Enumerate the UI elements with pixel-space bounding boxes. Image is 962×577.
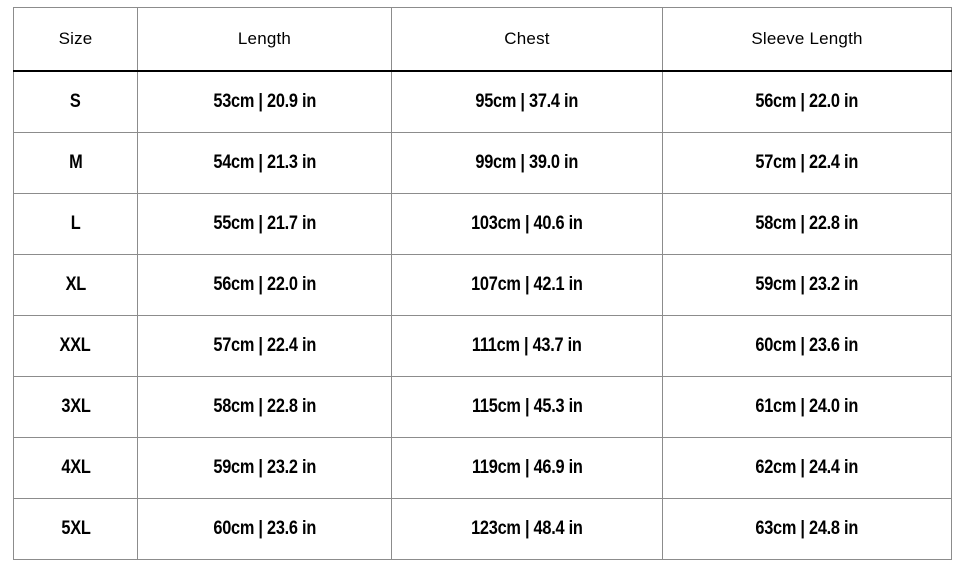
sleeve-length-value: 61cm | 24.0 in xyxy=(755,396,859,417)
size-cell xyxy=(14,499,138,560)
sleeve-length-value: 60cm | 23.6 in xyxy=(755,335,859,356)
table-row xyxy=(14,133,952,194)
sleeve-length-cell xyxy=(663,255,952,316)
length-cell xyxy=(138,316,392,377)
chest-value: 95cm | 37.4 in xyxy=(475,91,579,112)
length-cell xyxy=(138,194,392,255)
chest-cell xyxy=(392,377,663,438)
size-value: 5XL xyxy=(60,518,91,539)
header-length-label: Length xyxy=(237,29,292,48)
chest-cell xyxy=(392,133,663,194)
sleeve-length-cell xyxy=(663,194,952,255)
size-value: XXL xyxy=(59,335,92,356)
sleeve-length-value: 57cm | 22.4 in xyxy=(755,152,859,173)
length-value: 58cm | 22.8 in xyxy=(213,396,316,417)
header-size xyxy=(14,8,138,72)
chest-cell xyxy=(392,71,663,133)
sleeve-length-value: 56cm | 22.0 in xyxy=(755,91,859,112)
chest-value: 119cm | 46.9 in xyxy=(471,457,583,478)
length-cell xyxy=(138,133,392,194)
table-row xyxy=(14,255,952,316)
sleeve-length-cell xyxy=(663,133,952,194)
size-value: L xyxy=(70,213,81,234)
sleeve-length-cell xyxy=(663,499,952,560)
size-value: 3XL xyxy=(60,396,91,417)
chest-value: 123cm | 48.4 in xyxy=(471,518,583,539)
length-cell xyxy=(138,71,392,133)
chest-value: 103cm | 40.6 in xyxy=(471,213,583,234)
table-row xyxy=(14,316,952,377)
size-value: M xyxy=(68,152,83,173)
length-value: 53cm | 20.9 in xyxy=(213,91,316,112)
header-chest xyxy=(392,8,663,72)
length-value: 59cm | 23.2 in xyxy=(213,457,316,478)
size-cell xyxy=(14,316,138,377)
size-cell xyxy=(14,194,138,255)
length-value: 55cm | 21.7 in xyxy=(213,213,316,234)
sleeve-length-cell xyxy=(663,438,952,499)
size-cell xyxy=(14,438,138,499)
sleeve-length-value: 58cm | 22.8 in xyxy=(755,213,859,234)
chest-cell xyxy=(392,316,663,377)
table-row xyxy=(14,377,952,438)
size-cell xyxy=(14,255,138,316)
size-chart-table xyxy=(13,7,952,560)
table-row xyxy=(14,71,952,133)
size-cell xyxy=(14,133,138,194)
chest-cell xyxy=(392,438,663,499)
chest-cell xyxy=(392,194,663,255)
size-chart xyxy=(13,7,952,560)
size-value: S xyxy=(70,91,81,112)
length-value: 54cm | 21.3 in xyxy=(213,152,316,173)
table-row xyxy=(14,194,952,255)
header-sleeve-length xyxy=(663,8,952,72)
length-cell xyxy=(138,438,392,499)
length-value: 56cm | 22.0 in xyxy=(213,274,316,295)
chest-value: 111cm | 43.7 in xyxy=(472,335,582,356)
chest-value: 107cm | 42.1 in xyxy=(471,274,583,295)
table-row xyxy=(14,499,952,560)
size-cell xyxy=(14,71,138,133)
chest-value: 99cm | 39.0 in xyxy=(475,152,579,173)
length-cell xyxy=(138,377,392,438)
header-chest-label: Chest xyxy=(504,29,550,48)
sleeve-length-value: 62cm | 24.4 in xyxy=(755,457,859,478)
sleeve-length-cell xyxy=(663,316,952,377)
sleeve-length-value: 63cm | 24.8 in xyxy=(755,518,859,539)
length-cell xyxy=(138,499,392,560)
length-value: 60cm | 23.6 in xyxy=(213,518,316,539)
chest-cell xyxy=(392,499,663,560)
size-value: XL xyxy=(65,274,86,295)
length-value: 57cm | 22.4 in xyxy=(213,335,316,356)
table-row xyxy=(14,438,952,499)
header-length xyxy=(138,8,392,72)
sleeve-length-cell xyxy=(663,71,952,133)
chest-value: 115cm | 45.3 in xyxy=(471,396,583,417)
header-sleeve-length-label: Sleeve Length xyxy=(751,29,863,48)
header-row xyxy=(14,8,952,72)
sleeve-length-cell xyxy=(663,377,952,438)
size-value: 4XL xyxy=(60,457,91,478)
length-cell xyxy=(138,255,392,316)
size-cell xyxy=(14,377,138,438)
header-size-label: Size xyxy=(58,29,93,48)
sleeve-length-value: 59cm | 23.2 in xyxy=(755,274,859,295)
chest-cell xyxy=(392,255,663,316)
